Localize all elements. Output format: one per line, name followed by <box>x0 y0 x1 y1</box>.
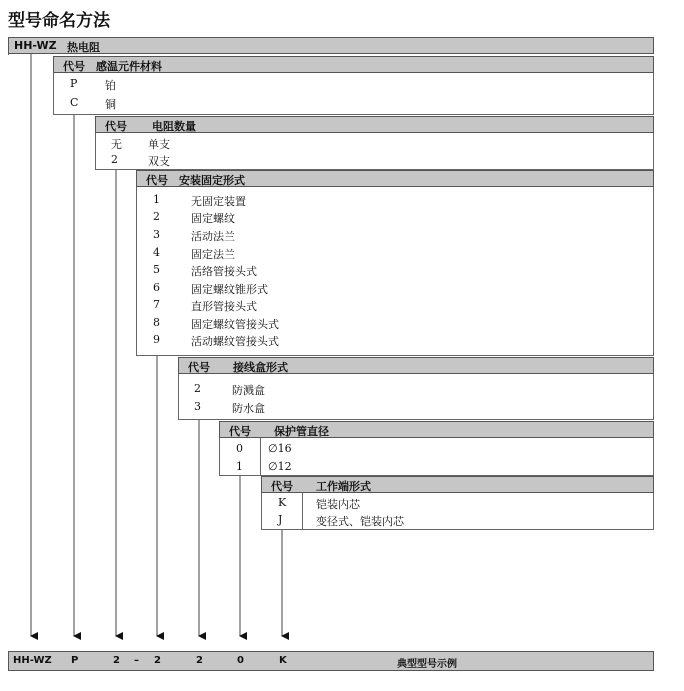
diameter-code-0: 0 <box>236 442 243 455</box>
section-box-title: 接线盒形式 <box>233 361 288 374</box>
code-label: 代号 <box>105 120 127 133</box>
mount-code: 6 <box>153 281 160 294</box>
section-diameter-header <box>219 421 654 438</box>
section-box-header <box>178 357 654 374</box>
mount-desc: 固定螺纹锥形式 <box>191 283 268 296</box>
box-desc-waterproof: 防水盒 <box>232 402 265 415</box>
code-label: 代号 <box>63 60 85 73</box>
mount-desc: 活动螺纹管接头式 <box>191 335 279 348</box>
material-code-p: P <box>70 77 78 90</box>
end-column-divider <box>302 493 303 530</box>
box-code-3: 3 <box>194 400 201 413</box>
mount-desc: 固定螺纹管接头式 <box>191 318 279 331</box>
example-part-count: 2 <box>113 655 120 666</box>
count-code-none: 无 <box>111 138 122 151</box>
example-part-dash: – <box>134 655 139 666</box>
section-mount-header <box>136 170 654 187</box>
mount-desc: 直形管接头式 <box>191 300 257 313</box>
box-code-2: 2 <box>194 382 201 395</box>
count-code-2: 2 <box>111 153 118 166</box>
mount-desc: 活动法兰 <box>191 230 235 243</box>
section-count-title: 电阻数量 <box>152 120 196 133</box>
section-mount-title: 安装固定形式 <box>179 174 245 187</box>
mount-code: 1 <box>153 193 160 206</box>
diameter-column-divider <box>260 438 261 476</box>
section-material-header <box>53 56 654 73</box>
example-part-end: K <box>279 655 287 666</box>
mount-desc: 活络管接头式 <box>191 265 257 278</box>
mount-desc: 固定法兰 <box>191 248 235 261</box>
diameter-code-1: 1 <box>236 460 243 473</box>
material-desc-c: 铜 <box>105 98 116 111</box>
end-desc-k: 铠装内芯 <box>316 498 360 511</box>
code-label: 代号 <box>229 425 251 438</box>
material-desc-p: 铂 <box>105 79 116 92</box>
example-part-diameter: 0 <box>237 655 244 666</box>
section-count-header <box>95 116 654 133</box>
diameter-desc-16: ∅16 <box>268 442 292 455</box>
example-label: 典型型号示例 <box>397 659 457 670</box>
section-diameter-title: 保护管直径 <box>274 425 329 438</box>
count-desc-double: 双支 <box>148 155 170 168</box>
code-label: 代号 <box>271 480 293 493</box>
model-prefix-label: HH-WZ <box>14 39 57 52</box>
example-part-box: 2 <box>196 655 203 666</box>
mount-code: 3 <box>153 228 160 241</box>
prefix-divider <box>8 54 53 55</box>
mount-desc: 固定螺纹 <box>191 212 235 225</box>
diameter-desc-12: ∅12 <box>268 460 292 473</box>
section-material-box <box>53 73 654 115</box>
section-end-header <box>261 476 654 493</box>
main-label: 热电阻 <box>67 41 100 54</box>
count-desc-single: 单支 <box>148 138 170 151</box>
mount-code: 5 <box>153 263 160 276</box>
mount-code: 2 <box>153 210 160 223</box>
example-model-bar <box>8 651 654 671</box>
example-part-prefix: HH-WZ <box>13 655 52 666</box>
mount-code: 9 <box>153 333 160 346</box>
end-code-k: K <box>278 496 287 509</box>
code-label: 代号 <box>146 174 168 187</box>
material-code-c: C <box>70 96 79 109</box>
example-part-material: P <box>71 655 79 666</box>
section-count-box <box>95 133 654 170</box>
mount-code: 4 <box>153 246 160 259</box>
code-label: 代号 <box>188 361 210 374</box>
end-code-j: J <box>278 513 283 526</box>
box-desc-splash: 防溅盒 <box>232 384 265 397</box>
section-end-title: 工作端形式 <box>316 480 371 493</box>
mount-code: 7 <box>153 298 160 311</box>
section-material-title: 感温元件材料 <box>96 60 162 73</box>
example-part-mount: 2 <box>154 655 161 666</box>
page-title: 型号命名方法 <box>8 11 110 31</box>
main-header-bar <box>8 37 654 54</box>
mount-code: 8 <box>153 316 160 329</box>
mount-desc: 无固定装置 <box>191 195 246 208</box>
end-desc-j: 变径式、铠装内芯 <box>316 515 404 528</box>
